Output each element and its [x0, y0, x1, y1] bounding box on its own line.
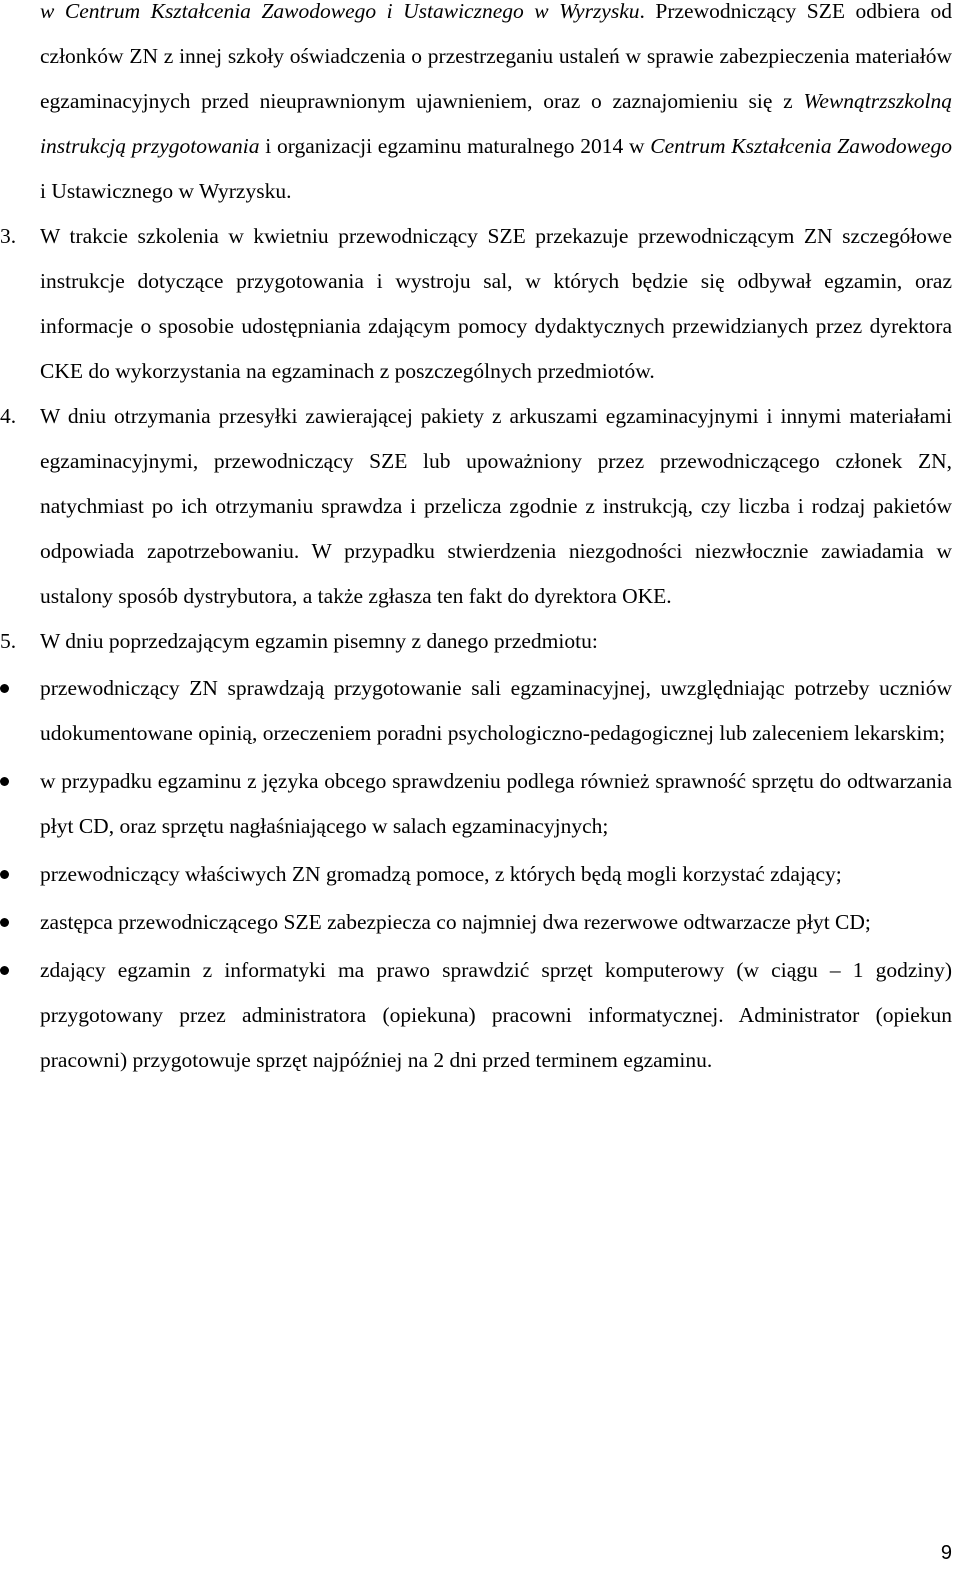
continuation-paragraph — [40, 0, 952, 214]
bullet-text: zdający egzamin z informatyki ma prawo sprawdzić sprzęt komputerowy (w ciągu – 1 godziny) przygotowany przez administratora (opiekuna) pracowni informatycznej. Administrator (opiekun pracowni) przygotowuje sprzęt najpóźniej na 2 dni przed terminem egzaminu. — [40, 958, 952, 1072]
bullet-icon — [0, 684, 9, 693]
bullet-item — [40, 666, 952, 756]
bullet-text: zastępca przewodniczącego SZE zabezpiecza co najmniej dwa rezerwowe odtwarzacze płyt CD; — [40, 910, 871, 934]
item-text: W dniu poprzedzającym egzamin pisemny z danego przedmiotu: — [40, 629, 598, 653]
bullet-icon — [0, 870, 9, 879]
bullet-text: przewodniczący ZN sprawdzają przygotowanie sali egzaminacyjnej, uwzględniając potrzeby uczniów udokumentowane opinią, orzeczeniem poradni psychologiczno-pedagogicznej lub zaleceniem lekarskim; — [40, 676, 952, 745]
bullet-text: przewodniczący właściwych ZN gromadzą pomoce, z których będą mogli korzystać zdający; — [40, 862, 842, 886]
bullet-item — [40, 900, 952, 945]
item-number: 3. — [0, 224, 17, 248]
italic-school-name: w Centrum Kształcenia Zawodowego i Ustawicznego w Wyrzysku — [40, 0, 640, 23]
italic-instruction-title: Wewnątrzszkolną instrukcją przygotowania — [40, 89, 952, 158]
bullet-text: w przypadku egzaminu z języka obcego sprawdzeniu podlega również sprawność sprzętu do odtwarzania płyt CD, oraz sprzętu nagłaśniającego w salach egzaminacyjnych; — [40, 769, 952, 838]
continuation-text-1: . Przewodniczący SZE odbiera od członków ZN z innej szkoły oświadczenia o przestrzeganiu ustaleń w sprawie zabezpieczenia materiałów egzaminacyjnych przed nieuprawnionym ujawnieniem, oraz o zaznajomieniu się z — [40, 0, 952, 113]
numbered-item-5 — [0, 619, 952, 664]
item-text: W trakcie szkolenia w kwietniu przewodniczący SZE przekazuje przewodniczącym ZN szczegółowe instrukcje dotyczące przygotowania i wystroju sal, w których będzie się odbywał egzamin, oraz informacje o sposobie udostępniania zdającym pomocy dydaktycznych przewidzianych przez dyrektora CKE do wykorzystania na egzaminach z poszczególnych przedmiotów. — [40, 224, 952, 383]
bullet-icon — [0, 966, 9, 975]
continuation-text-3: i Ustawicznego w Wyrzysku. — [40, 179, 292, 203]
bullet-item — [40, 852, 952, 897]
bullet-list — [40, 666, 952, 1083]
item-number: 4. — [0, 404, 17, 428]
italic-center-name: Centrum Kształcenia Zawodowego — [650, 134, 952, 158]
item-text: W dniu otrzymania przesyłki zawierającej pakiety z arkuszami egzaminacyjnymi i innymi materiałami egzaminacyjnymi, przewodniczący SZE lub upoważniony przez przewodniczącego członek ZN, natychmiast po ich otrzymaniu sprawdza i przelicza zgodnie z instrukcją, czy liczba i rodzaj pakietów odpowiada zapotrzebowaniu. W przypadku stwierdzenia niezgodności niezwłocznie zawiadamia w ustalony sposób dystrybutora, a także zgłasza ten fakt do dyrektora OKE. — [40, 404, 952, 608]
page-number: 9 — [940, 1542, 952, 1564]
numbered-item-4 — [0, 394, 952, 619]
bullet-icon — [0, 918, 9, 927]
bullet-icon — [0, 777, 9, 786]
bullet-item — [40, 759, 952, 849]
bullet-item — [40, 948, 952, 1083]
item-number: 5. — [0, 629, 17, 653]
numbered-item-3 — [0, 214, 952, 394]
continuation-text-2: i organizacji egzaminu maturalnego 2014 w — [259, 134, 651, 158]
